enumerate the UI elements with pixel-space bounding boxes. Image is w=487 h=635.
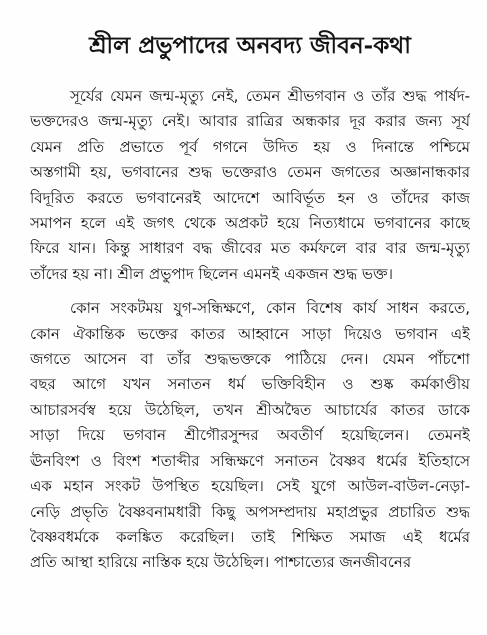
text-line: কোন সংকটময় যুগ-সন্ধিক্ষণে, কোন বিশেষ কার্য সাধন করতে, [70,299,470,318]
paragraph-1 [30,84,470,287]
text-line: এক মহান সংকট উপস্থিত হয়েছিল। সেই যুগে আউল-বাউল-নেড়া- [30,477,470,496]
text-line: তাঁদের হয় না। শ্রীল প্রভুপাদ ছিলেন এমনই একজন শুদ্ধ ভক্ত। [30,264,393,283]
text-line: ঊনবিংশ ও বিংশ শতাব্দীর সন্ধিক্ষণে সনাতন বৈষ্ণব ধর্মের ইতিহাসে [30,451,470,470]
text-line: ভক্তদেরও জন্ম-মৃত্যু নেই। আবার রাত্রির অন্ধকার দূর করার জন্য সূর্য [30,112,470,131]
text-line: কোন ঐকান্তিক ভক্তের কাতর আহ্বানে সাড়া দিয়েও ভগবান এই [30,324,470,343]
paragraph-2 [30,296,470,575]
text-line: সূর্যের যেমন জন্ম-মৃত্যু নেই, তেমন শ্রীভগবান ও তাঁর শুদ্ধ পার্ষদ- [70,87,470,105]
body-text [30,84,470,576]
text-line: নেড়ি প্রভৃতি বৈষ্ণবনামধারী কিছু অপসম্প্রদায় মহাপ্রভুর প্রচারিত শুদ্ধ [30,502,470,521]
text-line: আচারসর্বস্ব হয়ে উঠেছিল, তখন শ্রীঅদ্বৈত আচার্যের কাতর ডাকে [30,400,470,419]
text-line: বছর আগে যখন সনাতন ধর্ম ভক্তিবিহীন ও শুষ্ক কর্মকাণ্ডীয় [30,375,470,394]
text-line: সাড়া দিয়ে ভগবান শ্রীগৌরসুন্দর অবতীর্ণ হয়েছিলেন। তেমনই [30,426,470,445]
text-line: প্রতি আস্থা হারিয়ে নাস্তিক হয়ে উঠেছিল। পাশ্চাত্যের জনজীবনের [30,553,412,572]
text-line: জগতে আসেন বা তাঁর শুদ্ধভক্তকে পাঠিয়ে দেন। যেমন পাঁচশো [30,350,470,369]
text-line: বৈষ্ণবধর্মকে কলঙ্কিত করেছিল। তাই শিক্ষিত সমাজ এই ধর্মের [30,527,470,546]
text-line: যেমন প্রতি প্রভাতে পূর্ব গগনে উদিত হয় ও দিনান্তে পশ্চিমে [30,137,470,156]
text-line: ফিরে যান। কিন্তু সাধারণ বদ্ধ জীবের মত কর্মফলে বার বার জন্ম-মৃত্যু [30,239,470,258]
page-title: শ্রীল প্রভুপাদের অনবদ্য জীবন-কথা [89,32,411,59]
text-line: সমাপন হলে এই জগৎ থেকে অপ্রকট হয়ে নিত্যধামে ভগবানের কাছে [30,214,470,233]
text-line: বিদূরিত করতে ভগবানেরই আদেশে আবির্ভূত হন ও তাঁদের কাজ [30,188,470,207]
text-line: অস্তগামী হয়, ভগবানের শুদ্ধ ভক্তেরাও তেমন জগতের অজ্ঞানান্ধকার [30,163,470,182]
paragraph-spacer [30,287,470,296]
